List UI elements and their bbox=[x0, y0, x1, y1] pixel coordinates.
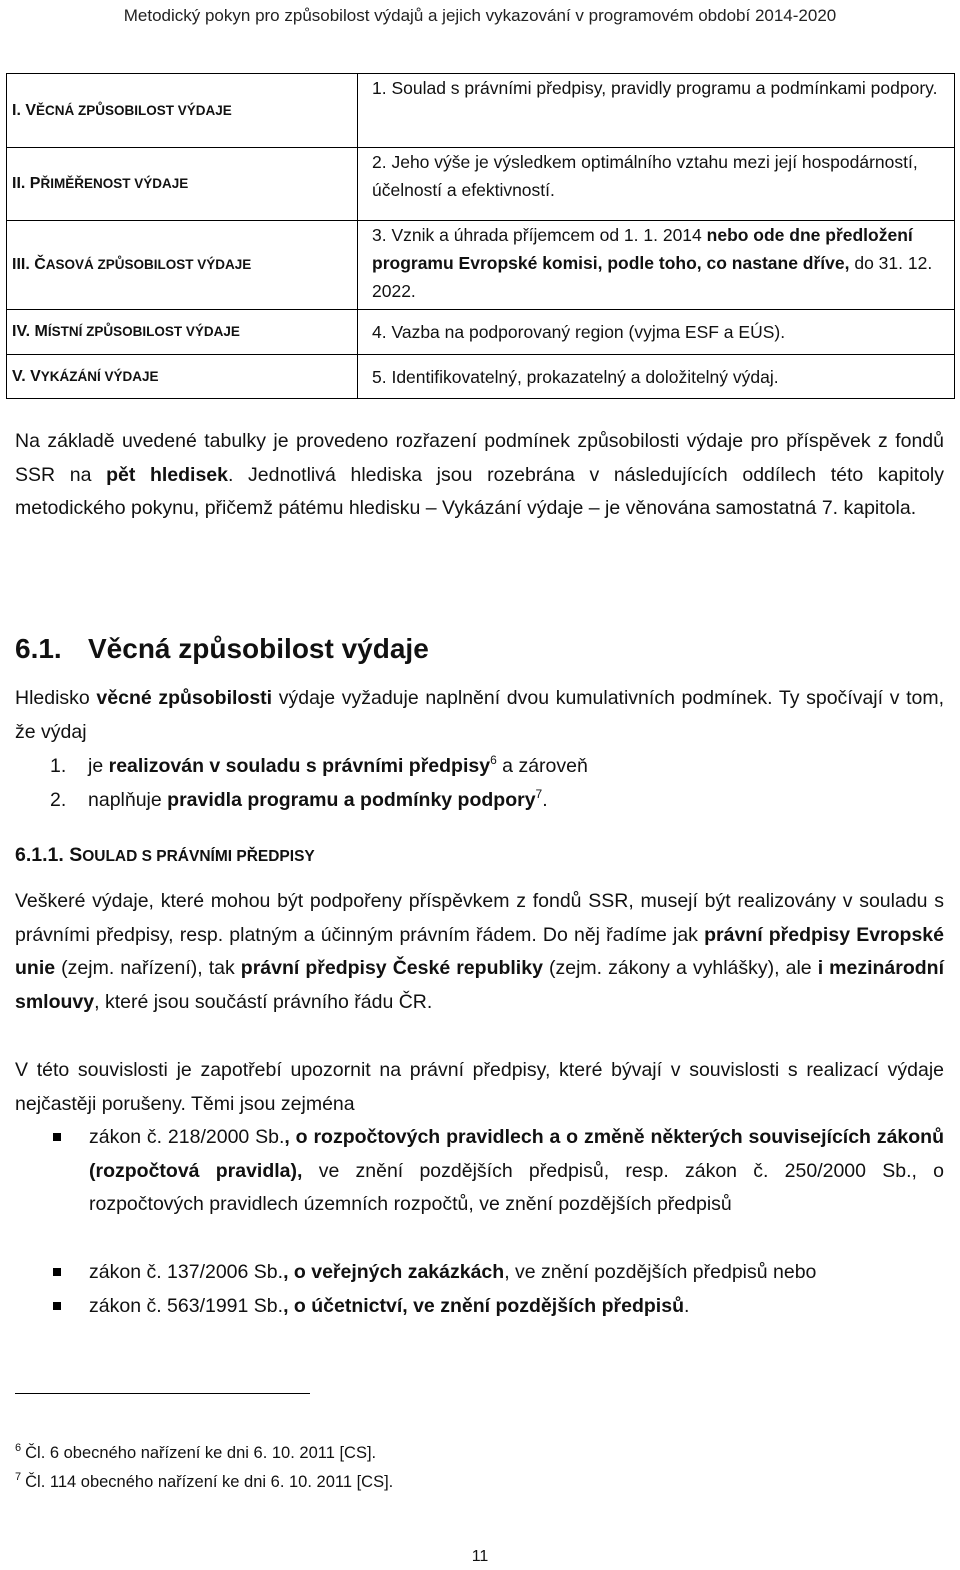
text-run: výdaje vyžaduje naplnění dvou kumulativních podmínek. Ty spočívají v tom, že výdaj bbox=[15, 687, 944, 743]
text-run: . Jednotlivá hlediska jsou rozebrána v následujících oddílech této kapitoly metodického pokynu, přičemž pátému hledisku – Vykázání výdaje – je věnována samostatná 7. kapitola. bbox=[15, 463, 945, 519]
table-label-num: V. V bbox=[12, 367, 41, 385]
text-run: (zejm. nařízení), tak bbox=[55, 957, 241, 979]
table-label-num: IV. M bbox=[12, 323, 48, 340]
text-run: , ve znění pozdějších předpisů nebo bbox=[504, 1261, 817, 1283]
table-label-num: II. P bbox=[12, 175, 41, 192]
list-item bbox=[89, 1290, 944, 1324]
table-label-num: III. Č bbox=[12, 256, 46, 273]
text-run: . bbox=[542, 789, 548, 811]
bold-run: , o účetnictví, ve znění pozdějších předpisů bbox=[283, 1295, 684, 1317]
list-number: 1. bbox=[50, 755, 67, 777]
table-label bbox=[7, 310, 358, 355]
table-label bbox=[7, 355, 358, 399]
section-number: 6.1. bbox=[15, 633, 62, 664]
table-label bbox=[7, 221, 358, 310]
list-item bbox=[89, 1121, 944, 1222]
intro-paragraph bbox=[15, 425, 944, 526]
bold-run: , o rozpočtových pravidlech a o změně některých souvisejících zákonů (rozpočtová pravidla), bbox=[89, 1126, 944, 1182]
text-run: zákon č. 563/1991 Sb. bbox=[89, 1295, 284, 1317]
list-number: 2. bbox=[50, 789, 67, 811]
table-label-text: YKÁZÁNÍ VÝDAJE bbox=[40, 368, 159, 384]
text-run: (zejm. zákony a vyhlášky), ale bbox=[542, 957, 818, 979]
text-run: Na základě uvedené tabulky je provedeno rozřazení podmínek způsobilosti výdaje pro příspěvek z fondů SSR na bbox=[15, 430, 944, 486]
bold-run: pravidla programu a podmínky podpory bbox=[167, 789, 536, 811]
text-run: ve znění pozdějších předpisů, resp. zákon č. 250/2000 Sb., o rozpočtových pravidlech územních rozpočtů, ve znění pozdějších předpisů bbox=[89, 1159, 944, 1215]
bold-run: právní předpisy České republiky bbox=[240, 957, 543, 979]
bold-run: věcné způsobilosti bbox=[96, 687, 273, 709]
subsection-heading bbox=[15, 844, 315, 867]
table-desc: 2. Jeho výše je výsledkem optimálního vztahu mezi její hospodárností, účelností a efektivností. bbox=[358, 148, 955, 221]
text-run: . bbox=[683, 1295, 690, 1317]
bold-run: právní předpisy Evropské unie bbox=[15, 923, 944, 979]
footnote-number: 6 bbox=[15, 1442, 22, 1454]
page-header: Metodický pokyn pro způsobilost výdajů a jejich vykazování v programovém období 2014-2020 bbox=[123, 6, 837, 25]
eligibility-table bbox=[6, 73, 955, 399]
paragraph bbox=[15, 885, 944, 1019]
footnote-text: Čl. 6 obecného nařízení ke dni 6. 10. 2011 [CS]. bbox=[25, 1444, 377, 1462]
text-run: a zároveň bbox=[496, 755, 588, 777]
footnote-number: 7 bbox=[15, 1471, 22, 1483]
table-label-text: ASOVÁ ZPŮSOBILOST VÝDAJE bbox=[45, 257, 252, 272]
table-label-text: ŘIMĚŘENOST VÝDAJE bbox=[40, 176, 189, 191]
section-title: Věcná způsobilost výdaje bbox=[88, 633, 429, 664]
section-heading bbox=[15, 633, 429, 665]
list-item bbox=[50, 750, 940, 784]
table-label bbox=[7, 148, 358, 221]
text-run: zákon č. 137/2006 Sb. bbox=[89, 1261, 284, 1283]
table-row bbox=[7, 74, 955, 148]
page-number: 11 bbox=[471, 1548, 489, 1565]
section-intro-paragraph bbox=[15, 682, 944, 749]
text-run: Veškeré výdaje, které mohou být podpořeny příspěvkem z fondů SSR, musejí být realizovány v souladu s právními předpisy, resp. platným a účinným právním řádem. Do něj řadíme jak bbox=[15, 890, 944, 946]
bold-run: realizován v souladu s právními předpisy bbox=[108, 755, 491, 777]
table-row bbox=[7, 310, 955, 355]
bold-run: pět hledisek bbox=[106, 463, 228, 486]
table-row bbox=[7, 221, 955, 310]
table-row bbox=[7, 355, 955, 399]
table-desc: 4. Vazba na podporovaný region (vyjma ESF a EÚS). bbox=[358, 310, 955, 355]
text-run: naplňuje bbox=[88, 789, 168, 811]
subsection-number: 6.1.1. S bbox=[15, 844, 83, 866]
footnote-text: Čl. 114 obecného nařízení ke dni 6. 10. 2011 [CS]. bbox=[25, 1473, 394, 1491]
text-run: , které jsou součástí právního řádu ČR. bbox=[94, 990, 433, 1013]
paragraph: V této souvislosti je zapotřebí upozornit na právní předpisy, které bývají v souvislosti s realizací výdaje nejčastěji porušeny. Těmi jsou zejména bbox=[15, 1059, 944, 1115]
bold-run: i mezinárodní smlouvy bbox=[15, 957, 945, 1013]
table-row bbox=[7, 148, 955, 221]
table-label bbox=[7, 74, 358, 148]
bold-run: , o veřejných zakázkách bbox=[283, 1261, 505, 1283]
table-label-text: ÍSTNÍ ZPŮSOBILOST VÝDAJE bbox=[47, 324, 240, 339]
footnote-separator bbox=[15, 1393, 310, 1394]
table-desc bbox=[358, 221, 955, 310]
bullet-square-icon bbox=[53, 1133, 61, 1141]
table-label-text: ĚCNÁ ZPŮSOBILOST VÝDAJE bbox=[36, 102, 232, 118]
table-desc-bold: nebo ode dne předložení programu Evropské komisi, podle toho, co nastane dříve, bbox=[372, 225, 913, 273]
list-item bbox=[50, 784, 940, 818]
text-run: je bbox=[88, 755, 109, 777]
table-desc: 1. Soulad s právními předpisy, pravidly programu a podmínkami podpory. bbox=[358, 74, 955, 148]
footnote bbox=[15, 1444, 376, 1463]
subsection-title: OULAD S PRÁVNÍMI PŘEDPISY bbox=[82, 848, 315, 865]
table-desc-part: 3. Vznik a úhrada příjemcem od 1. 1. 2014 bbox=[372, 225, 707, 245]
bullet-square-icon bbox=[53, 1302, 61, 1310]
table-desc: 5. Identifikovatelný, prokazatelný a doložitelný výdaj. bbox=[358, 355, 955, 399]
bullet-square-icon bbox=[53, 1268, 61, 1276]
text-run: Hledisko bbox=[15, 687, 97, 709]
footnote-ref: 6 bbox=[490, 753, 497, 767]
list-item bbox=[89, 1256, 944, 1290]
table-desc-part: do 31. 12. 2022. bbox=[372, 253, 933, 301]
footnote-ref: 7 bbox=[535, 787, 543, 801]
table-label-num: I. V bbox=[12, 101, 37, 119]
footnote bbox=[15, 1473, 393, 1492]
text-run: zákon č. 218/2000 Sb. bbox=[89, 1126, 285, 1148]
